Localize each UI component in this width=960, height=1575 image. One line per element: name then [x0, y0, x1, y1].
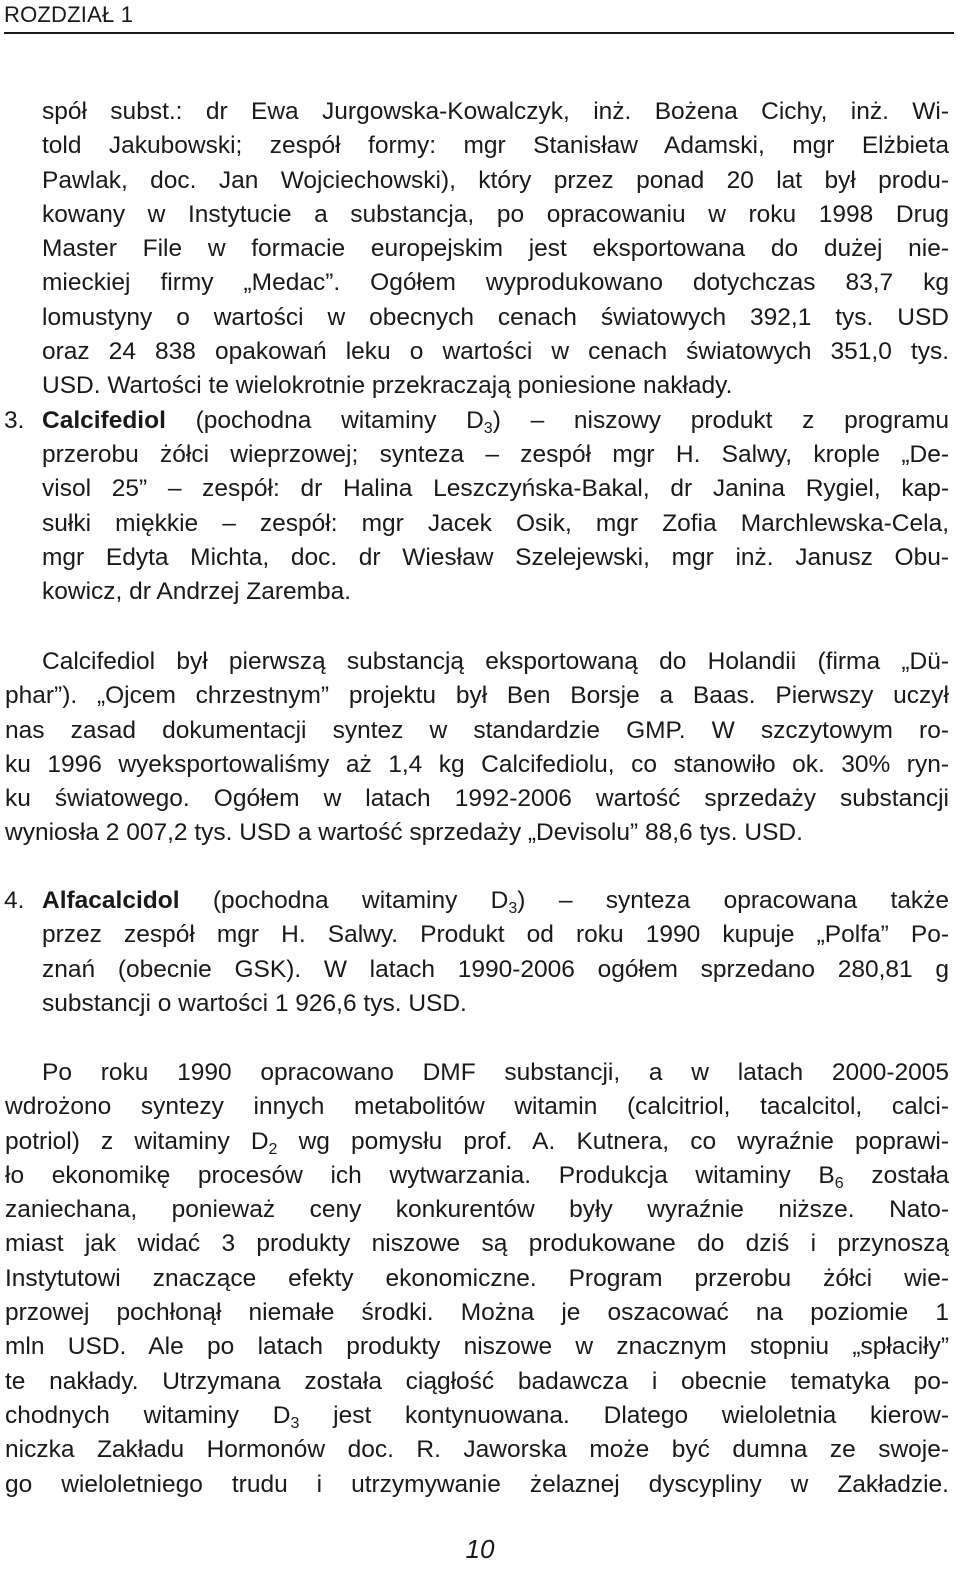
text-line: wdrożono syntezy innych metabolitów witamin (calcitriol, tacalcitol, calci-	[5, 1093, 949, 1121]
paragraph-final	[0, 1056, 960, 1502]
text-line: Master File w formacie europejskim jest eksportowana do dużej nie-	[42, 235, 949, 263]
text-fragment: chodnych witaminy D	[5, 1401, 291, 1429]
subscript: 3	[483, 419, 493, 437]
text-line: lomustyny o wartości w obecnych cenach światowych 392,1 tys. USD	[42, 303, 949, 331]
running-head: ROZDZIAŁ 1	[4, 2, 134, 27]
text-line: miast jak widać 3 produkty niszowe są produkowane do dziś i przynoszą	[5, 1230, 949, 1258]
text-line: przowej pochłonął niemałe środki. Można je oszacować na poziomie 1	[5, 1299, 949, 1327]
text-line: substancji o wartości 1 926,6 tys. USD.	[42, 989, 467, 1017]
text-line: wyniosła 2 007,2 tys. USD a wartość sprzedaży „Devisolu” 88,6 tys. USD.	[5, 819, 803, 847]
text-line: mln USD. Ale po latach produkty niszowe w znacznym stopniu „spłaciły”	[5, 1333, 949, 1361]
text-line	[0, 1125, 960, 1159]
text-line: Po roku 1990 opracowano DMF substancji, a w latach 2000-2005	[42, 1059, 949, 1086]
text-line: Pawlak, doc. Jan Wojciechowski), który przez ponad 20 lat był produ-	[42, 166, 949, 194]
product-name: Alfacalcidol	[42, 887, 180, 914]
text-fragment: jest kontynuowana. Dlatego wieloletnia kierow-	[299, 1401, 949, 1429]
text-fragment: ) – niszowy produkt z programu	[492, 406, 949, 434]
text-line: mgr Edyta Michta, doc. dr Wiesław Szelejewski, mgr inż. Janusz Obu-	[42, 543, 949, 571]
text-line: spół subst.: dr Ewa Jurgowska-Kowalczyk, inż. Bożena Cichy, inż. Wi-	[42, 98, 949, 125]
text-line: Instytutowi znaczące efekty ekonomiczne. Program przerobu żółci wie-	[5, 1264, 949, 1292]
text-line: mieckiej firmy „Medac”. Ogółem wyprodukowano dotychczas 83,7 kg	[42, 269, 949, 297]
text-line	[0, 1399, 960, 1433]
item-2-continuation	[0, 95, 960, 609]
text-line: sułki miękkie – zespół: mgr Jacek Osik, mgr Zofia Marchlewska-Cela,	[42, 509, 949, 537]
subscript: 2	[268, 1140, 278, 1158]
text-line: przez zespół mgr H. Salwy. Produkt od roku 1990 kupuje „Polfa” Po-	[42, 921, 949, 949]
subscript: 3	[290, 1414, 300, 1432]
text-line: oraz 24 838 opakowań leku o wartości w cenach światowych 351,0 tys.	[42, 338, 949, 366]
header-rule	[4, 32, 954, 34]
text-fragment: została	[843, 1161, 950, 1189]
text-line: kowany w Instytucie a substancja, po opracowaniu w roku 1998 Drug	[42, 200, 949, 228]
text-line: told Jakubowski; zespół formy: mgr Stanisław Adamski, mgr Elżbieta	[42, 132, 949, 160]
list-item-4-first-line	[0, 884, 960, 918]
text-fragment: potriol) z witaminy D	[5, 1127, 269, 1155]
paragraph-calcifediol	[0, 645, 960, 851]
text-line: znań (obecnie GSK). W latach 1990-2006 ogółem sprzedano 280,81 g	[42, 955, 949, 983]
text-line: kowicz, dr Andrzej Zaremba.	[42, 578, 352, 606]
product-name: Calcifediol	[42, 406, 166, 434]
text-fragment: ło ekonomikę procesów ich wytwarzania. Produkcja witaminy B	[5, 1161, 835, 1189]
text-line: USD. Wartości te wielokrotnie przekraczają poniesione nakłady.	[42, 372, 733, 400]
text-line: visol 25” – zespół: dr Halina Leszczyńska-Bakal, dr Janina Rygiel, kap-	[42, 475, 949, 503]
text-line: Calcifediol był pierwszą substancją eksportowaną do Holandii (firma „Dü-	[42, 648, 949, 675]
text-line: nas zasad dokumentacji syntez w standardzie GMP. W szczytowym ro-	[5, 716, 949, 744]
text-fragment: (pochodna witaminy D	[165, 406, 484, 434]
page-number: 10	[465, 1534, 495, 1564]
text-line: phar”). „Ojcem chrzestnym” projektu był Ben Borsje a Baas. Pierwszy uczył	[5, 682, 949, 710]
text-line: te nakłady. Utrzymana została ciągłość badawcza i obecnie tematyka po-	[5, 1367, 949, 1395]
text-line: ku 1996 wyeksportowaliśmy aż 1,4 kg Calcifediolu, co stanowiło ok. 30% ryn-	[5, 750, 949, 778]
text-line: go wieloletniego trudu i utrzymywanie żelaznej dyscypliny w Zakładzie.	[5, 1470, 949, 1498]
text-line: ku światowego. Ogółem w latach 1992-2006 wartość sprzedaży substancji	[5, 785, 949, 813]
text-line: niczka Zakładu Hormonów doc. R. Jaworska może być dumna ze swoje-	[5, 1436, 949, 1464]
text-line	[0, 1159, 960, 1193]
subscript: 3	[508, 900, 518, 917]
list-number: 3.	[4, 406, 25, 434]
list-number: 4.	[4, 887, 25, 914]
text-fragment: (pochodna witaminy D	[179, 887, 509, 914]
text-line: zaniechana, ponieważ ceny konkurentów były wyraźnie niższe. Nato-	[5, 1196, 949, 1224]
list-item-3-first-line	[0, 404, 960, 438]
text-fragment: ) – synteza opracowana także	[517, 887, 949, 914]
text-fragment: wg pomysłu prof. A. Kutnera, co wyraźnie poprawi-	[277, 1127, 949, 1155]
text-line: przerobu żółci wieprzowej; synteza – zespół mgr H. Salwy, krople „De-	[42, 440, 949, 468]
subscript: 6	[834, 1174, 844, 1192]
list-item-4	[0, 884, 960, 1021]
